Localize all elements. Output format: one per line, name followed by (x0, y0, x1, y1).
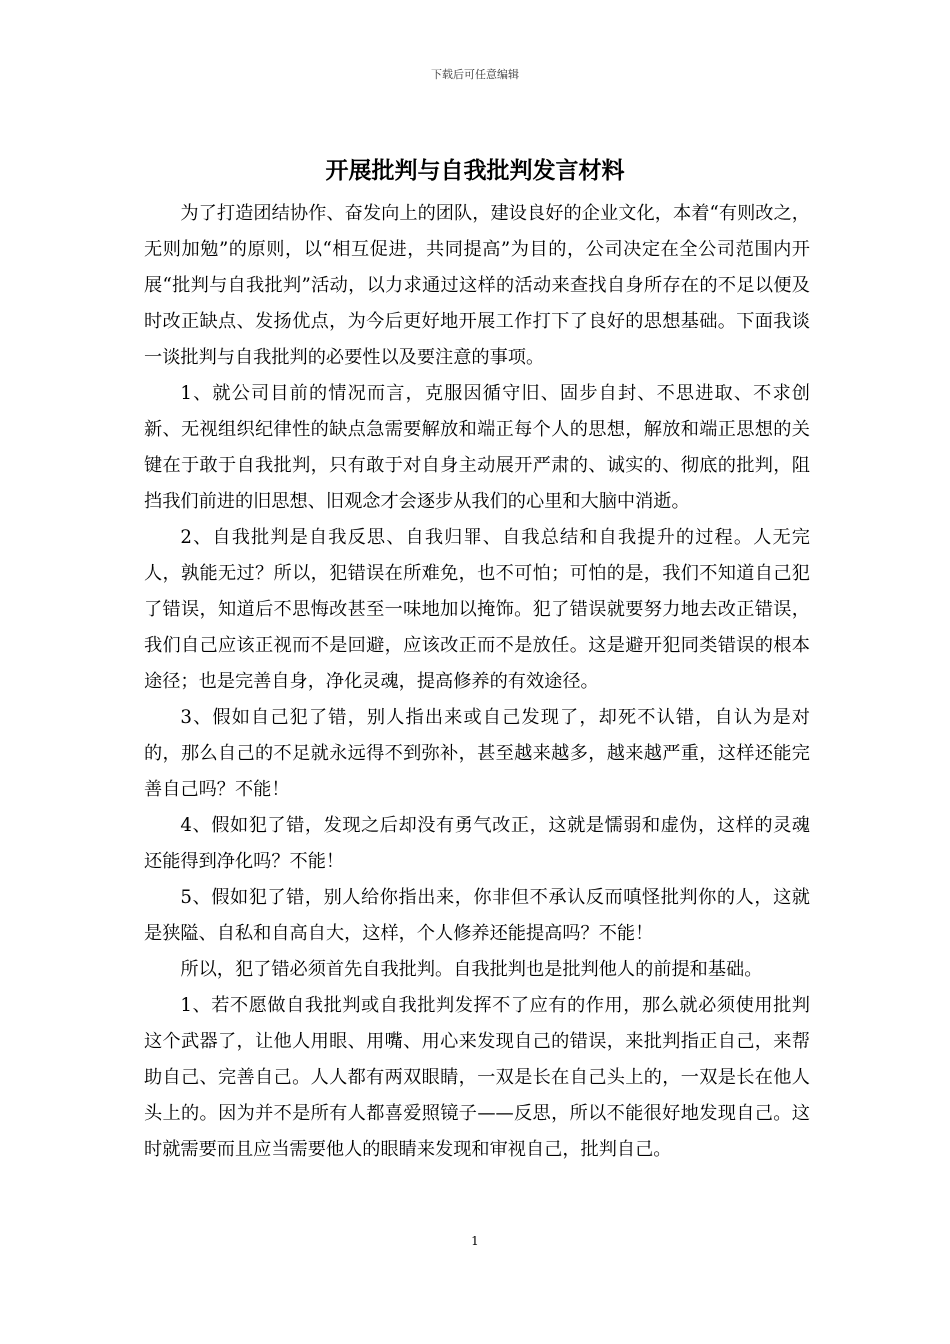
paragraph-intro: 为了打造团结协作、奋发向上的团队，建设良好的企业文化，本着“有则改之，无则加勉”的原则，以“相互促进，共同提高”为目的，公司决定在全公司范围内开展“批判与自我批判”活动，以力求通过这样的活动来查找自身所存在的不足以便及时改正缺点、发扬优点，为今后更好地开展工作打下了良好的思想基础。下面我谈一谈批判与自我批判的必要性以及要注意的事项。 (144, 203, 810, 368)
paragraph-point-4: 4、假如犯了错，发现之后却没有勇气改正，这就是懦弱和虚伪，这样的灵魂还能得到净化吗？不能！ (144, 815, 810, 872)
paragraph-point-3: 3、假如自己犯了错，别人指出来或自己发现了，却死不认错，自认为是对的，那么自己的不足就永远得不到弥补，甚至越来越多，越来越严重，这样还能完善自己吗？不能！ (144, 707, 810, 800)
page-number: 1 (471, 1234, 479, 1248)
paragraph-point-2: 2、自我批判是自我反思、自我归罪、自我总结和自我提升的过程。人无完人，孰能无过？所以，犯错误在所难免，也不可怕；可怕的是，我们不知道自己犯了错误，知道后不思悔改甚至一味地加以掩饰。犯了错误就要努力地去改正错误，我们自己应该正视而不是回避，应该改正而不是放任。这是避开犯同类错误的根本途径；也是完善自身，净化灵魂，提高修养的有效途径。 (144, 527, 810, 692)
paragraph-conclusion: 所以，犯了错必须首先自我批判。自我批判也是批判他人的前提和基础。 (180, 959, 763, 980)
paragraph-point-1: 1、就公司目前的情况而言，克服因循守旧、固步自封、不思进取、不求创新、无视组织纪律性的缺点急需要解放和端正每个人的思想，解放和端正思想的关键在于敢于自我批判，只有敢于对自身主动展开严肃的、诚实的、彻底的批判，阻挡我们前进的旧思想、旧观念才会逐步从我们的心里和大脑中消逝。 (144, 383, 810, 512)
paragraph-critique-1: 1、若不愿做自我批判或自我批判发挥不了应有的作用，那么就必须使用批判这个武器了，让他人用眼、用嘴、用心来发现自己的错误，来批判指正自己，来帮助自己、完善自己。人人都有两双眼睛，一双是长在自己头上的，一双是长在他人头上的。因为并不是所有人都喜爱照镜子——反思，所以不能很好地发现自己。这时就需要而且应当需要他人的眼睛来发现和审视自己，批判自己。 (144, 995, 810, 1160)
header-note: 下载后可任意编辑 (431, 68, 519, 81)
document-body (144, 196, 810, 1168)
paragraph-point-5: 5、假如犯了错，别人给你指出来，你非但不承认反而嗔怪批判你的人，这就是狭隘、自私和自高自大，这样，个人修养还能提高吗？不能！ (144, 887, 810, 944)
document-title: 开展批判与自我批判发言材料 (325, 158, 625, 184)
